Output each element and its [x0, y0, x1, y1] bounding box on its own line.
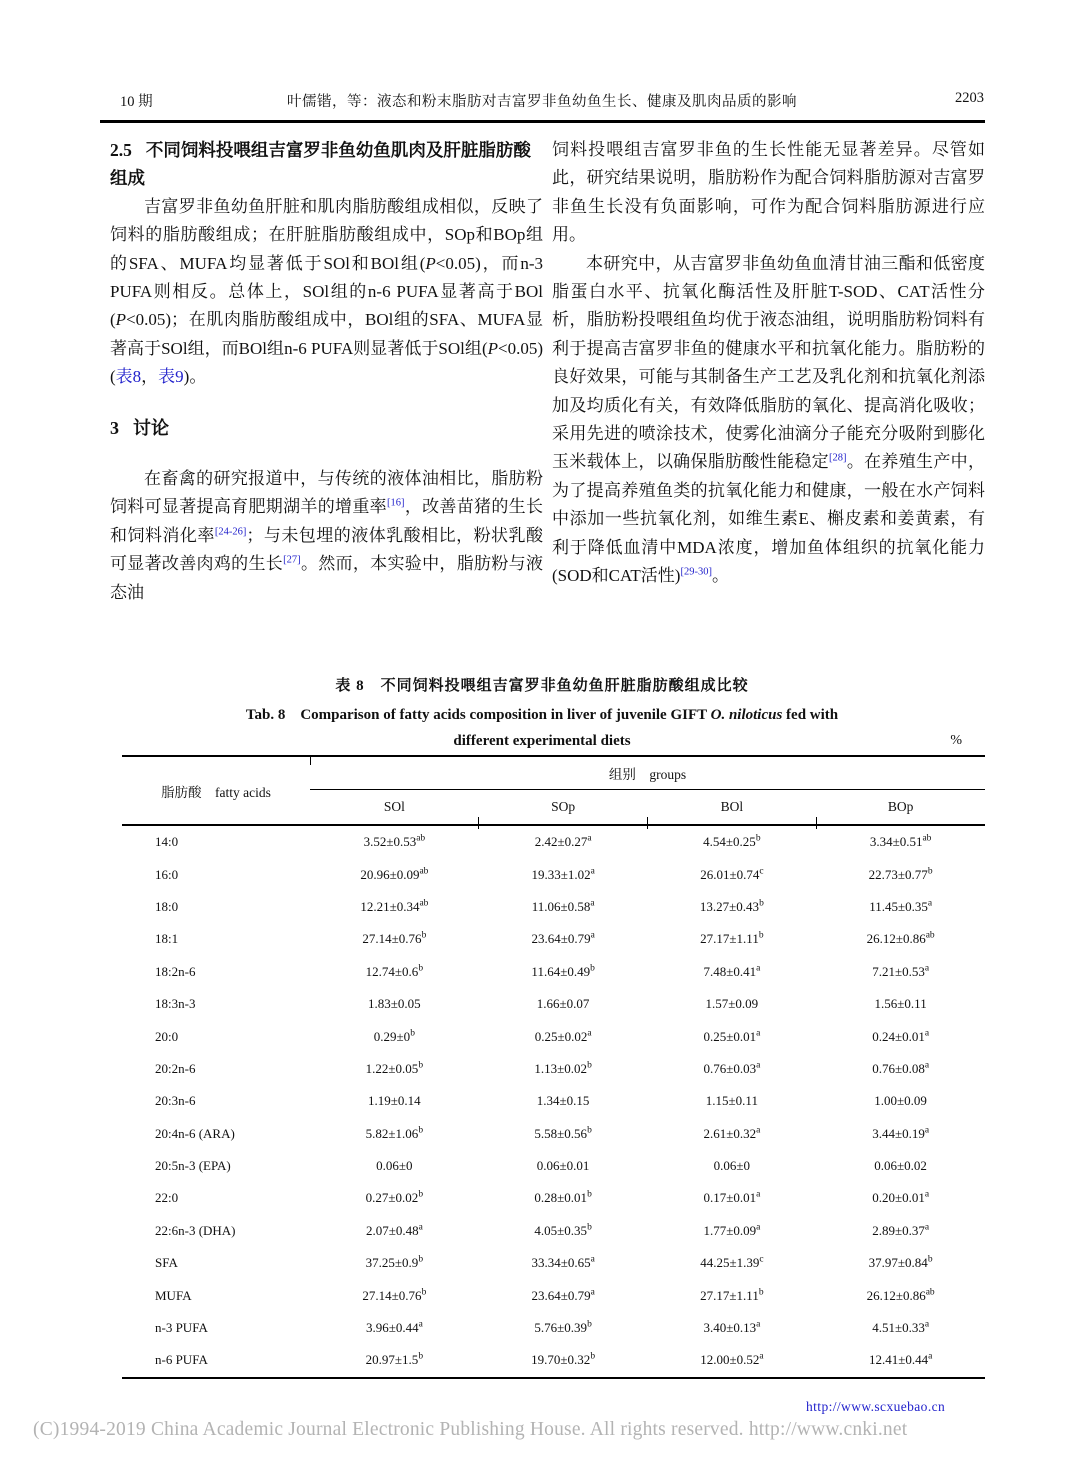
table-value: 19.70±0.32$^b$ [531, 1352, 596, 1368]
italic-text: P [487, 338, 498, 358]
table-value: 13.27±0.43$^b$ [699, 898, 764, 914]
fatty-acid-label: 20:4n-6 (ARA) [155, 1125, 235, 1141]
significance-superscript: c [759, 1254, 764, 1265]
table-value: 3.44±0.19$^a$ [872, 1125, 930, 1141]
text-run: ；与未包埋的液体乳酸相比，粉状乳酸可显著改善肉鸡的生长 [110, 525, 544, 574]
group-column-header: SOl [383, 799, 405, 814]
significance-superscript: b [755, 833, 761, 844]
table-value: 11.06±0.58$^a$ [531, 898, 595, 914]
table-value: 7.48±0.41$^a$ [703, 963, 761, 979]
fatty-acid-label: 22:6n-3 (DHA) [155, 1222, 236, 1238]
significance-superscript: a [756, 1319, 761, 1330]
table-value: 0.06±0.02 [874, 1158, 927, 1174]
reference-citation-link[interactable]: [29-30] [680, 566, 712, 578]
fatty-acid-label: 20:2n-6 [155, 1060, 196, 1076]
section-title: 不同饲料投喂组吉富罗非鱼幼鱼肌肉及肝脏脂肪酸组成 [110, 140, 531, 189]
fatty-acid-label: 22:0 [155, 1190, 179, 1206]
table-value: 1.56±0.11 [874, 996, 927, 1012]
table-value: 26.01±0.74$^c$ [700, 866, 764, 882]
table-value: 0.17±0.01$^a$ [703, 1190, 761, 1206]
table-8 [122, 755, 985, 1379]
table-value: 3.34±0.51$^{ab}$ [869, 833, 932, 850]
table-value: 26.12±0.86$^{ab}$ [866, 931, 935, 947]
table-value: 0.06±0 [376, 1158, 413, 1174]
table-row [122, 1247, 985, 1279]
left-column [110, 136, 543, 607]
section-heading-3 [110, 414, 543, 442]
table-value: 20.97±1.5$^b$ [365, 1352, 424, 1368]
section-title: 讨论 [133, 417, 169, 438]
significance-superscript: a [590, 1254, 595, 1265]
section-number: 3 [110, 417, 119, 438]
significance-superscript: a [590, 866, 595, 877]
table-value: 26.12±0.86$^{ab}$ [866, 1287, 935, 1303]
significance-superscript: a [756, 1060, 761, 1071]
italic-text: P [425, 253, 436, 273]
reference-citation-link[interactable]: [27] [283, 554, 301, 566]
significance-superscript: b [418, 963, 424, 974]
table-value: 27.17±1.11$^b$ [700, 1287, 764, 1303]
table-value: 0.25±0.01$^a$ [703, 1028, 761, 1044]
paragraph-discussion-2 [552, 136, 985, 250]
significance-superscript: a [590, 931, 595, 942]
table-value: 5.82±1.06$^b$ [365, 1125, 424, 1141]
table-value: 12.00±0.52$^a$ [700, 1352, 764, 1368]
table-value: 1.83±0.05 [368, 996, 421, 1012]
table-value: 4.51±0.33$^a$ [872, 1319, 930, 1336]
fatty-acid-label: 14:0 [155, 834, 179, 850]
table-value: 1.19±0.14 [368, 1093, 421, 1109]
copyright-watermark: (C)1994-2019 China Academic Journal Electronic Publishing House. All rights reserved. http://www.cnki.net [33, 1419, 908, 1440]
significance-superscript: b [410, 1028, 415, 1039]
significance-superscript: ab [925, 1287, 935, 1298]
significance-superscript: ab [922, 833, 932, 844]
table-value: 0.25±0.02$^a$ [534, 1028, 592, 1044]
significance-superscript: a [756, 1028, 761, 1039]
table-value: 0.27±0.02$^b$ [365, 1190, 424, 1206]
table-value: 5.58±0.56$^b$ [534, 1125, 592, 1141]
group-column-header: SOp [551, 799, 576, 814]
table-value: 2.42±0.27$^a$ [534, 833, 592, 850]
fatty-acid-label: 20:5n-3 (EPA) [155, 1158, 231, 1174]
significance-superscript: a [418, 1319, 423, 1330]
table-value: 7.21±0.53$^a$ [872, 963, 930, 979]
table-row [122, 1344, 985, 1376]
table-value: 0.24±0.01$^a$ [872, 1028, 930, 1044]
significance-superscript: a [924, 1319, 930, 1330]
significance-superscript: a [927, 898, 933, 909]
significance-superscript: a [924, 1060, 930, 1071]
journal-site-link[interactable]: http://www.scxuebao.cn [806, 1399, 946, 1414]
significance-superscript: a [924, 963, 930, 974]
significance-superscript: ab [925, 931, 935, 942]
significance-superscript: a [418, 1222, 423, 1233]
table-value: 44.25±1.39$^c$ [700, 1254, 764, 1271]
table-value: 12.74±0.6$^b$ [365, 963, 424, 979]
table-value: 11.64±0.49$^b$ [531, 963, 595, 979]
table-value: 27.17±1.11$^b$ [700, 931, 764, 947]
fatty-acid-label: 18:1 [155, 931, 179, 947]
text-run: 饲料投喂组吉富罗非鱼的生长性能无显著差异。尽管如此，研究结果说明，脂肪粉作为配合饲料脂肪源对吉富罗非鱼生长没有负面影响，可作为配合饲料脂肪源进行应用。 [552, 140, 985, 245]
significance-superscript: ab [419, 898, 429, 909]
header-rule [100, 120, 985, 123]
text-run: 。然而，本实验中，脂肪粉与液态油 [110, 554, 543, 602]
fatty-acid-label: 18:2n-6 [155, 963, 196, 979]
significance-superscript: ab [416, 833, 426, 844]
table-value: 4.54±0.25$^b$ [703, 833, 761, 850]
significance-superscript: b [759, 898, 764, 909]
significance-superscript: a [587, 1028, 592, 1039]
reference-citation-link[interactable]: [16] [387, 497, 405, 509]
table-value: 2.07±0.48$^a$ [365, 1222, 423, 1238]
paragraph-discussion-3 [552, 250, 985, 591]
significance-superscript: a [590, 1287, 595, 1298]
significance-superscript: a [756, 1125, 761, 1136]
table-row [122, 1085, 985, 1117]
text-run: )。 [183, 367, 207, 387]
table-caption-zh: 表 8 不同饲料投喂组吉富罗非鱼幼鱼肝脏脂肪酸组成比较 [335, 678, 749, 694]
paragraph-discussion-1 [110, 465, 543, 607]
reference-citation-link[interactable]: [24-26] [214, 526, 247, 538]
significance-superscript: b [587, 1319, 592, 1330]
header-issue: 10 期 [120, 94, 153, 110]
right-column [552, 136, 985, 591]
table-value: 1.66±0.07 [536, 996, 590, 1012]
text-run: ，改善苗猪的生长和饲料消化率 [110, 497, 543, 545]
significance-superscript: b [587, 1060, 592, 1071]
significance-superscript: b [758, 931, 764, 942]
column-divider-tick [647, 817, 648, 829]
table-row [122, 1118, 985, 1150]
table-row [122, 923, 985, 955]
text-run: 在畜禽的研究报道中，与传统的液体油相比，脂肪粉饲料可显著提高育肥期湖羊的增重率 [110, 469, 543, 517]
table-value: 1.34±0.15 [536, 1093, 590, 1109]
significance-superscript: b [421, 931, 427, 942]
text-run: 本研究中，从吉富罗非鱼幼鱼血清甘油三酯和低密度脂蛋白水平、抗氧化酶活性及肝脏T-SOD、CAT活性分析，脂肪粉投喂组鱼均优于液态油组，说明脂肪粉饲料有利于提高吉富罗非鱼的健康水平和抗氧化能力。脂肪粉的良好效果，可能与其制备生产工艺及乳化剂和抗氧化剂添加及均质化有关，有效降低脂肪的氧化、提高消化吸收；采用先进的喷涂技术，使雾化油滴分子能充分吸附到膨化玉米载体上，以确保脂肪酸性能稳定 [552, 253, 985, 472]
table-body [122, 824, 985, 1377]
table-value: 0.20±0.01$^a$ [872, 1190, 930, 1206]
table-crossref-link[interactable]: 表9 [158, 367, 184, 387]
fatty-acid-label: 16:0 [155, 866, 179, 882]
fatty-acids-header: 脂肪酸 fatty acids [161, 784, 271, 800]
significance-superscript: a [590, 898, 595, 909]
significance-superscript: a [924, 1222, 930, 1233]
significance-superscript: c [759, 866, 764, 877]
text-run: ， [141, 367, 159, 387]
section-heading-2-5 [110, 136, 543, 193]
table-value: 4.05±0.35$^b$ [534, 1222, 592, 1238]
groups-header: 组别 groups [310, 757, 985, 790]
significance-superscript: a [756, 1222, 761, 1233]
table-value: 0.76±0.03$^a$ [703, 1060, 761, 1076]
fatty-acid-label: 18:0 [155, 898, 179, 914]
significance-superscript: b [587, 1190, 592, 1201]
table-value: 20.96±0.09$^{ab}$ [360, 866, 429, 882]
table-value: 2.61±0.32$^a$ [703, 1125, 761, 1141]
table-crossref-link[interactable]: 表8 [115, 367, 142, 387]
significance-superscript: b [758, 1287, 764, 1298]
fatty-acid-label: SFA [155, 1255, 178, 1271]
significance-superscript: a [924, 1190, 930, 1201]
significance-superscript: a [756, 963, 761, 974]
text-run: Tab. 8 Comparison of fatty acids composition in liver of juvenile GIFT [245, 707, 711, 723]
significance-superscript: a [924, 1028, 930, 1039]
text-run: 吉富罗非鱼幼鱼肝脏和肌肉脂肪酸组成相似，反映了饲料的脂肪酸组成；在肝脏脂肪酸组成中，SOp和BOp组的SFA、MUFA均显著低于SOl和BOl组( [110, 196, 543, 273]
table-row [122, 826, 985, 858]
table-value: 1.15±0.11 [705, 1093, 758, 1109]
column-divider-tick [816, 817, 817, 829]
table-value: 1.22±0.05$^b$ [365, 1060, 424, 1076]
table-row [122, 1020, 985, 1052]
significance-superscript: b [587, 1125, 592, 1136]
header-running-title: 叶儒锴，等：液态和粉末脂肪对吉富罗非鱼幼鱼生长、健康及肌肉品质的影响 [287, 94, 797, 110]
significance-superscript: a [587, 833, 592, 844]
reference-citation-link[interactable]: [28] [829, 452, 847, 464]
table-row [122, 1215, 985, 1247]
table-value: 12.41±0.44$^a$ [868, 1352, 933, 1368]
column-divider-tick [310, 757, 311, 765]
text-run: <0.05)；在肌肉脂肪酸组成中，BOl组的SFA、MUFA显著高于SOl组，而BOl组n-6 PUFA则显著低于SOl组( [110, 310, 543, 358]
table-value: 37.25±0.9$^b$ [365, 1254, 424, 1271]
table-value: 1.77±0.09$^a$ [703, 1222, 761, 1238]
significance-superscript: b [927, 1254, 933, 1265]
text-run: fed with [782, 707, 839, 723]
table-value: 0.28±0.01$^b$ [534, 1190, 592, 1206]
fatty-acid-label: n-6 PUFA [155, 1352, 208, 1368]
significance-superscript: b [421, 1287, 427, 1298]
table-value: 19.33±1.02$^a$ [531, 866, 595, 882]
table-value: 5.76±0.39$^b$ [534, 1319, 592, 1336]
table-value: 22.73±0.77$^b$ [868, 866, 933, 882]
significance-superscript: b [587, 1222, 592, 1233]
groups-header-block [310, 757, 985, 824]
fatty-acid-label: n-3 PUFA [155, 1320, 208, 1336]
fatty-acid-label: 18:3n-3 [155, 996, 196, 1012]
table-value: 3.40±0.13$^a$ [703, 1319, 761, 1336]
italic-text: P [115, 310, 127, 330]
table-value: 12.21±0.34$^{ab}$ [360, 898, 429, 914]
column-divider-tick [478, 817, 479, 829]
significance-superscript: a [924, 1125, 930, 1136]
table-value: 0.06±0.01 [536, 1158, 590, 1174]
fatty-acid-label: 20:3n-6 [155, 1093, 196, 1109]
table-row [122, 891, 985, 923]
table-value: 37.97±0.84$^b$ [868, 1254, 933, 1271]
table-row [122, 988, 985, 1020]
table-row [122, 1312, 985, 1344]
table-row [122, 956, 985, 988]
table-value: 11.45±0.35$^a$ [869, 898, 933, 914]
paragraph-results [110, 193, 543, 392]
significance-superscript: b [418, 1254, 424, 1265]
table-caption-en-line2: different experimental diets [453, 733, 631, 749]
significance-superscript: b [418, 1125, 424, 1136]
table-value: 2.89±0.37$^a$ [872, 1222, 930, 1238]
table-value: 0.76±0.08$^a$ [872, 1060, 930, 1076]
significance-superscript: a [756, 1190, 761, 1201]
italic-text: O. niloticus [710, 707, 783, 723]
text-run: 。在养殖生产中，为了提高养殖鱼类的抗氧化能力和健康，一般在水产饲料中添加一些抗氧化剂，如维生素E、槲皮素和姜黄素，有利于降低血清中MDA浓度，增加鱼体组织的抗氧化能力(SOD和CAT活性) [552, 452, 985, 586]
table-unit-label: % [950, 733, 962, 748]
significance-superscript: ab [419, 866, 429, 877]
significance-superscript: a [928, 1352, 933, 1363]
significance-superscript: b [418, 1352, 424, 1363]
significance-superscript: b [927, 866, 933, 877]
table-value: 3.52±0.53$^{ab}$ [363, 833, 426, 850]
fatty-acid-label: MUFA [155, 1287, 192, 1303]
header-page-number: 2203 [955, 90, 984, 106]
table-value: $0.29\pm 0^b$ [373, 1028, 415, 1044]
significance-superscript: a [759, 1352, 764, 1363]
table-row [122, 1150, 985, 1182]
group-column-header: BOl [720, 799, 744, 814]
table-row [122, 1279, 985, 1311]
text-run: 。 [711, 566, 729, 586]
table-value: 23.64±0.79$^a$ [531, 1287, 595, 1303]
table-value: 23.64±0.79$^a$ [531, 931, 595, 947]
table-caption-en-line1 [0, 703, 1084, 724]
text-run: <0.05)，而n-3 PUFA则相反。总体上，SOl组的n-6 PUFA显著高于BOl ( [110, 253, 543, 330]
table-row [122, 858, 985, 890]
table-row [122, 1053, 985, 1085]
significance-superscript: b [418, 1060, 424, 1071]
table-value: 3.96±0.44$^a$ [365, 1319, 423, 1336]
significance-superscript: b [590, 1352, 596, 1363]
table-value: 0.06±0 [713, 1158, 751, 1174]
text-run: <0.05)( [110, 338, 543, 387]
table-value: 33.34±0.65$^a$ [531, 1254, 595, 1271]
significance-superscript: b [590, 963, 595, 974]
table-value: 27.14±0.76$^b$ [362, 931, 427, 947]
table-header [122, 757, 985, 824]
table-value: 27.14±0.76$^b$ [362, 1287, 427, 1303]
group-column-header: BOp [887, 799, 914, 814]
fatty-acid-label: 20:0 [155, 1028, 179, 1044]
significance-superscript: b [418, 1190, 424, 1201]
section-number: 2.5 [110, 140, 132, 160]
table-row [122, 1182, 985, 1214]
table-value: 1.00±0.09 [874, 1093, 927, 1109]
table-value: 1.13±0.02$^b$ [534, 1060, 592, 1076]
table-value: 1.57±0.09 [705, 996, 759, 1012]
